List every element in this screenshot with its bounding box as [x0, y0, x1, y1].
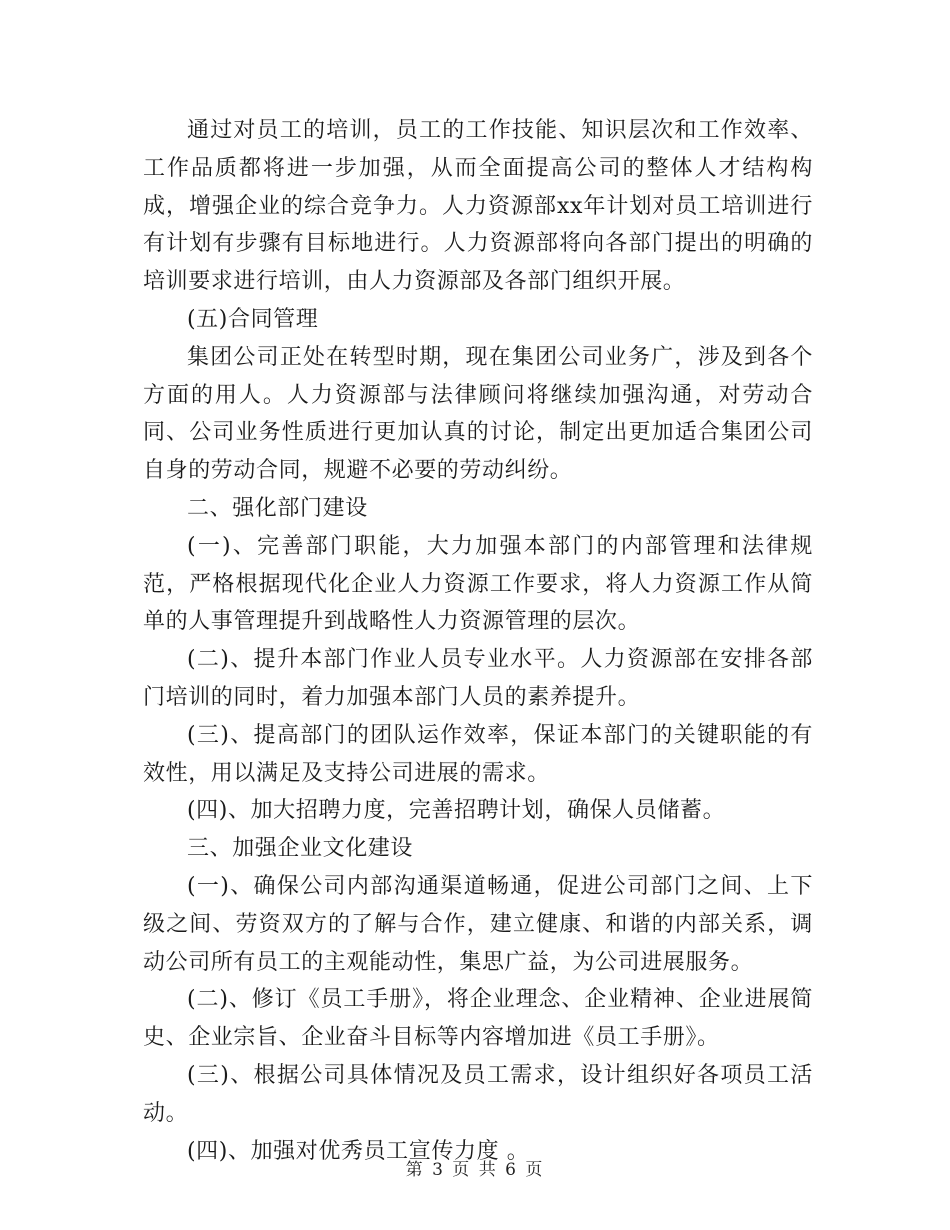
page-number-footer: 第 3 页 共 6 页 [405, 1160, 545, 1180]
paragraph-contract: 集团公司正处在转型时期，现在集团公司业务广，涉及到各个方面的用人。人力资源部与法律顾问将继续加强沟通，对劳动合同、公司业务性质进行更加认真的讨论，制定出更加适合集团公司自身的劳动合同，规避不必要的劳动纠纷。 [143, 344, 813, 484]
paragraph-dept-1: (一)、完善部门职能，大力加强本部门的内部管理和法律规范，严格根据现代化企业人力资源工作要求，将人力资源工作从简单的人事管理提升到战略性人力资源管理的层次。 [143, 533, 813, 635]
paragraph-dept-2: (二)、提升本部门作业人员专业水平。人力资源部在安排各部门培训的同时，着力加强本部门人员的素养提升。 [143, 647, 813, 710]
paragraph-culture-4: (四)、加强对优秀员工宣传力度 。 [187, 1138, 530, 1164]
heading-department-building: 二、强化部门建设 [187, 495, 368, 521]
paragraph-dept-4: (四)、加大招聘力度，完善招聘计划，确保人员储蓄。 [187, 798, 726, 824]
paragraph-culture-3: (三)、根据公司具体情况及员工需求，设计组织好各项员工活动。 [143, 1062, 813, 1126]
heading-corporate-culture: 三、加强企业文化建设 [187, 836, 414, 862]
paragraph-culture-2: (二)、修订《员工手册》，将企业理念、企业精神、企业进展简史、企业宗旨、企业奋斗目标等内容增加进《员工手册》。 [143, 987, 813, 1051]
paragraph-culture-1: (一)、确保公司内部沟通渠道畅通，促进公司部门之间、上下级之间、劳资双方的了解与合作，建立健康、和谐的内部关系，调动公司所有员工的主观能动性，集思广益，为公司进展服务。 [143, 873, 813, 975]
paragraph-training: 通过对员工的培训，员工的工作技能、知识层次和工作效率、工作品质都将进一步加强，从而全面提高公司的整体人才结构构成，增强企业的综合竞争力。人力资源部xx年计划对员工培训进行有计划有步骤有目标地进行。人力资源部将向各部门提出的明确的培训要求进行培训，由人力资源部及各部门组织开展。 [143, 118, 813, 295]
document-body [143, 112, 813, 1170]
paragraph-dept-3: (三)、提高部门的团队运作效率，保证本部门的关键职能的有效性，用以满足及支持公司进展的需求。 [143, 722, 813, 786]
heading-contract-management: (五)合同管理 [187, 306, 319, 332]
